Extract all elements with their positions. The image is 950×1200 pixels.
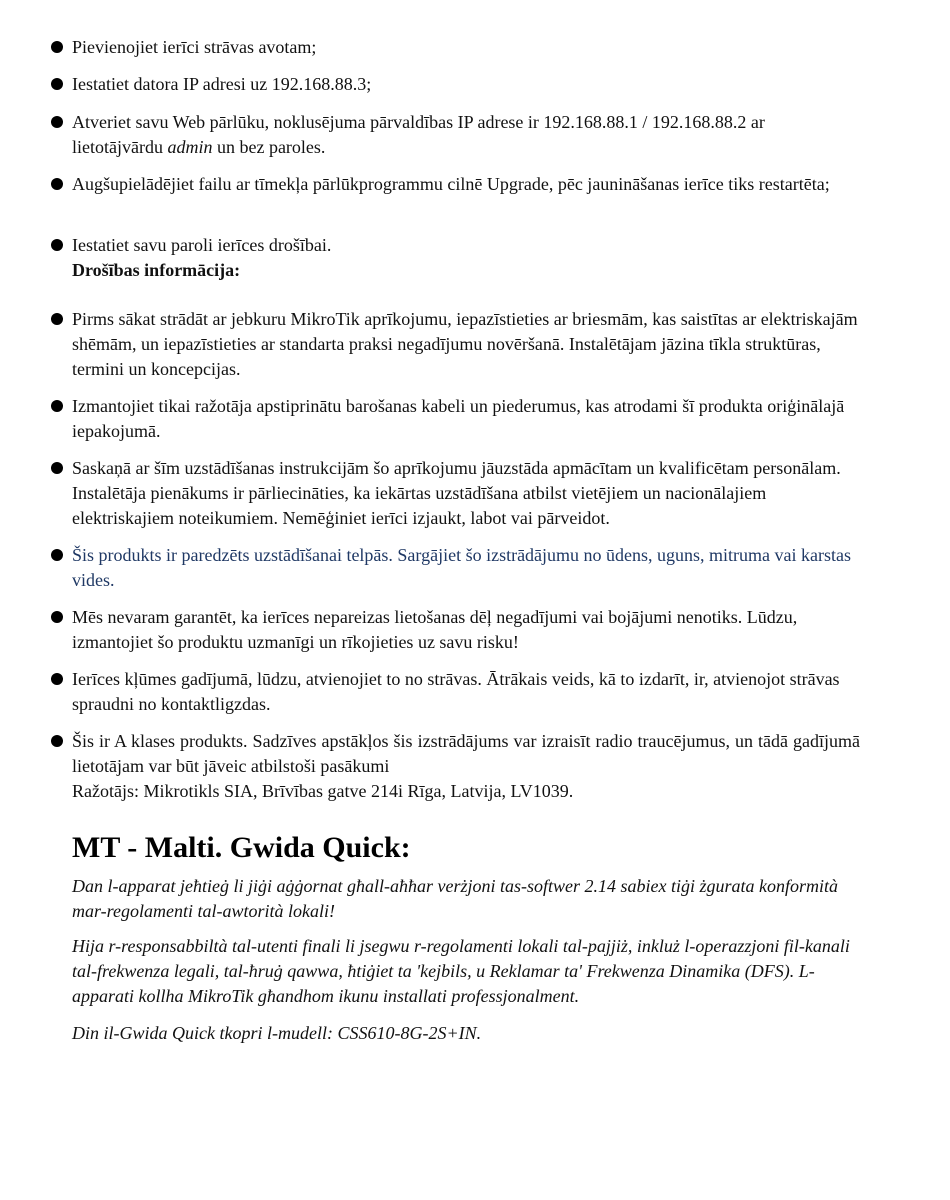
bullet-icon (51, 549, 63, 561)
list-item: Izmantojiet tikai ražotāja apstiprinātu barošanas kabeli un piederumus, kas atrodami šī produkta oriģinālajā iepakojumā. (0, 394, 950, 444)
list-item: Atveriet savu Web pārlūku, noklusējuma pārvaldības IP adrese ir 192.168.88.1 / 192.168.88.2 ar lietotājvārdu admin un bez paroles. (0, 110, 950, 160)
list-item: Saskaņā ar šīm uzstādīšanas instrukcijām šo aprīkojumu jāuzstāda apmācītam un kvalificētam personālam. Instalētāja pienākums ir pārliecināties, ka iekārtas uzstādīšana atbilst vietējiem un nacionālajiem elektriskajiem noteikumiem. Nemēģiniet ierīci izjaukt, labot vai pārveidot. (0, 456, 950, 531)
list-item: Ierīces kļūmes gadījumā, lūdzu, atvienojiet to no strāvas. Ātrākais veids, kā to izdarīt, ir, atvienojot strāvas spraudni no kontaktligzdas. (0, 667, 950, 717)
bullet-icon (51, 611, 63, 623)
list-item: Mēs nevaram garantēt, ka ierīces nepareizas lietošanas dēļ negadījumi vai bojājumi nenotiks. Lūdzu, izmantojiet šo produktu uzmanīgi un rīkojieties uz savu risku! (0, 605, 950, 655)
bullet-icon (51, 239, 63, 251)
safety-heading: Drošības informācija: (72, 260, 241, 280)
list-item: Augšupielādējiet failu ar tīmekļa pārlūkprogrammu cilnē Upgrade, pēc jaunināšanas ierīce tiks restartēta; (0, 172, 950, 197)
bullet-icon (51, 41, 63, 53)
mt-paragraph: Hija r-responsabbiltà tal-utenti finali li jsegwu r-regolamenti lokali tal-pajjiż, inkluż l-operazzjoni fil-kanali tal-frekwenza legali, tal-ħruġ qawwa, ħtiġiet ta 'kejbils, u Reklamar ta' Frekwenza Dinamika (DFS). L-apparati kollha MikroTik għandhom ikunu installati professjonalment. (72, 936, 850, 1006)
section-title: MT - Malti. Gwida Quick: (72, 831, 411, 864)
manufacturer-line: Ražotājs: Mikrotikls SIA, Brīvības gatve 214i Rīga, Latvija, LV1039. (72, 781, 574, 801)
bullet-icon (51, 673, 63, 685)
list-item: Šis ir A klases produkts. Sadzīves apstākļos šis izstrādājums var izraisīt radio traucējumus, un tādā gadījumā lietotājam var būt jāveic atbilstoši pasākumi Ražotājs: Mikrotikls SIA, Brīvības gatve 214i Rīga, Latvija, LV1039. (0, 729, 950, 804)
mt-paragraph: Din il-Gwida Quick tkopri l-mudell: CSS610-8G-2S+IN. (72, 1023, 482, 1043)
list-item: Iestatiet savu paroli ierīces drošībai. Drošības informācija: (0, 233, 950, 283)
bullet-icon (51, 116, 63, 128)
list-item: Šis produkts ir paredzēts uzstādīšanai telpās. Sargājiet šo izstrādājumu no ūdens, uguns, mitruma vai karstas vides. (0, 543, 950, 593)
list-item: Pirms sākat strādāt ar jebkuru MikroTik aprīkojumu, iepazīstieties ar briesmām, kas saistītas ar elektriskajām shēmām, un iepazīstieties ar standarta praksi negadījumu novēršanā. Instalētājam jāzina tīkla struktūras, termini un koncepcijas. (0, 307, 950, 382)
bullet-icon (51, 178, 63, 190)
bullet-icon (51, 313, 63, 325)
bullet-icon (51, 78, 63, 90)
bullet-icon (51, 400, 63, 412)
list-item: Pievienojiet ierīci strāvas avotam; (0, 35, 950, 60)
bullet-icon (51, 462, 63, 474)
mt-paragraph: Dan l-apparat jeħtieġ li jiġi aġġornat għall-aħħar verżjoni tas-softwer 2.14 sabiex tiġi żgurata konformità mar-regolamenti tal-awtorità lokali! (72, 876, 838, 921)
step-text: Atveriet savu Web pārlūku, noklusējuma pārvaldības IP adrese ir 192.168.88.1 / 192.168.88.2 ar lietotājvārdu (72, 112, 765, 157)
bullet-icon (51, 735, 63, 747)
username-text: admin (167, 137, 213, 157)
list-item: Iestatiet datora IP adresi uz 192.168.88.3; (0, 72, 950, 97)
